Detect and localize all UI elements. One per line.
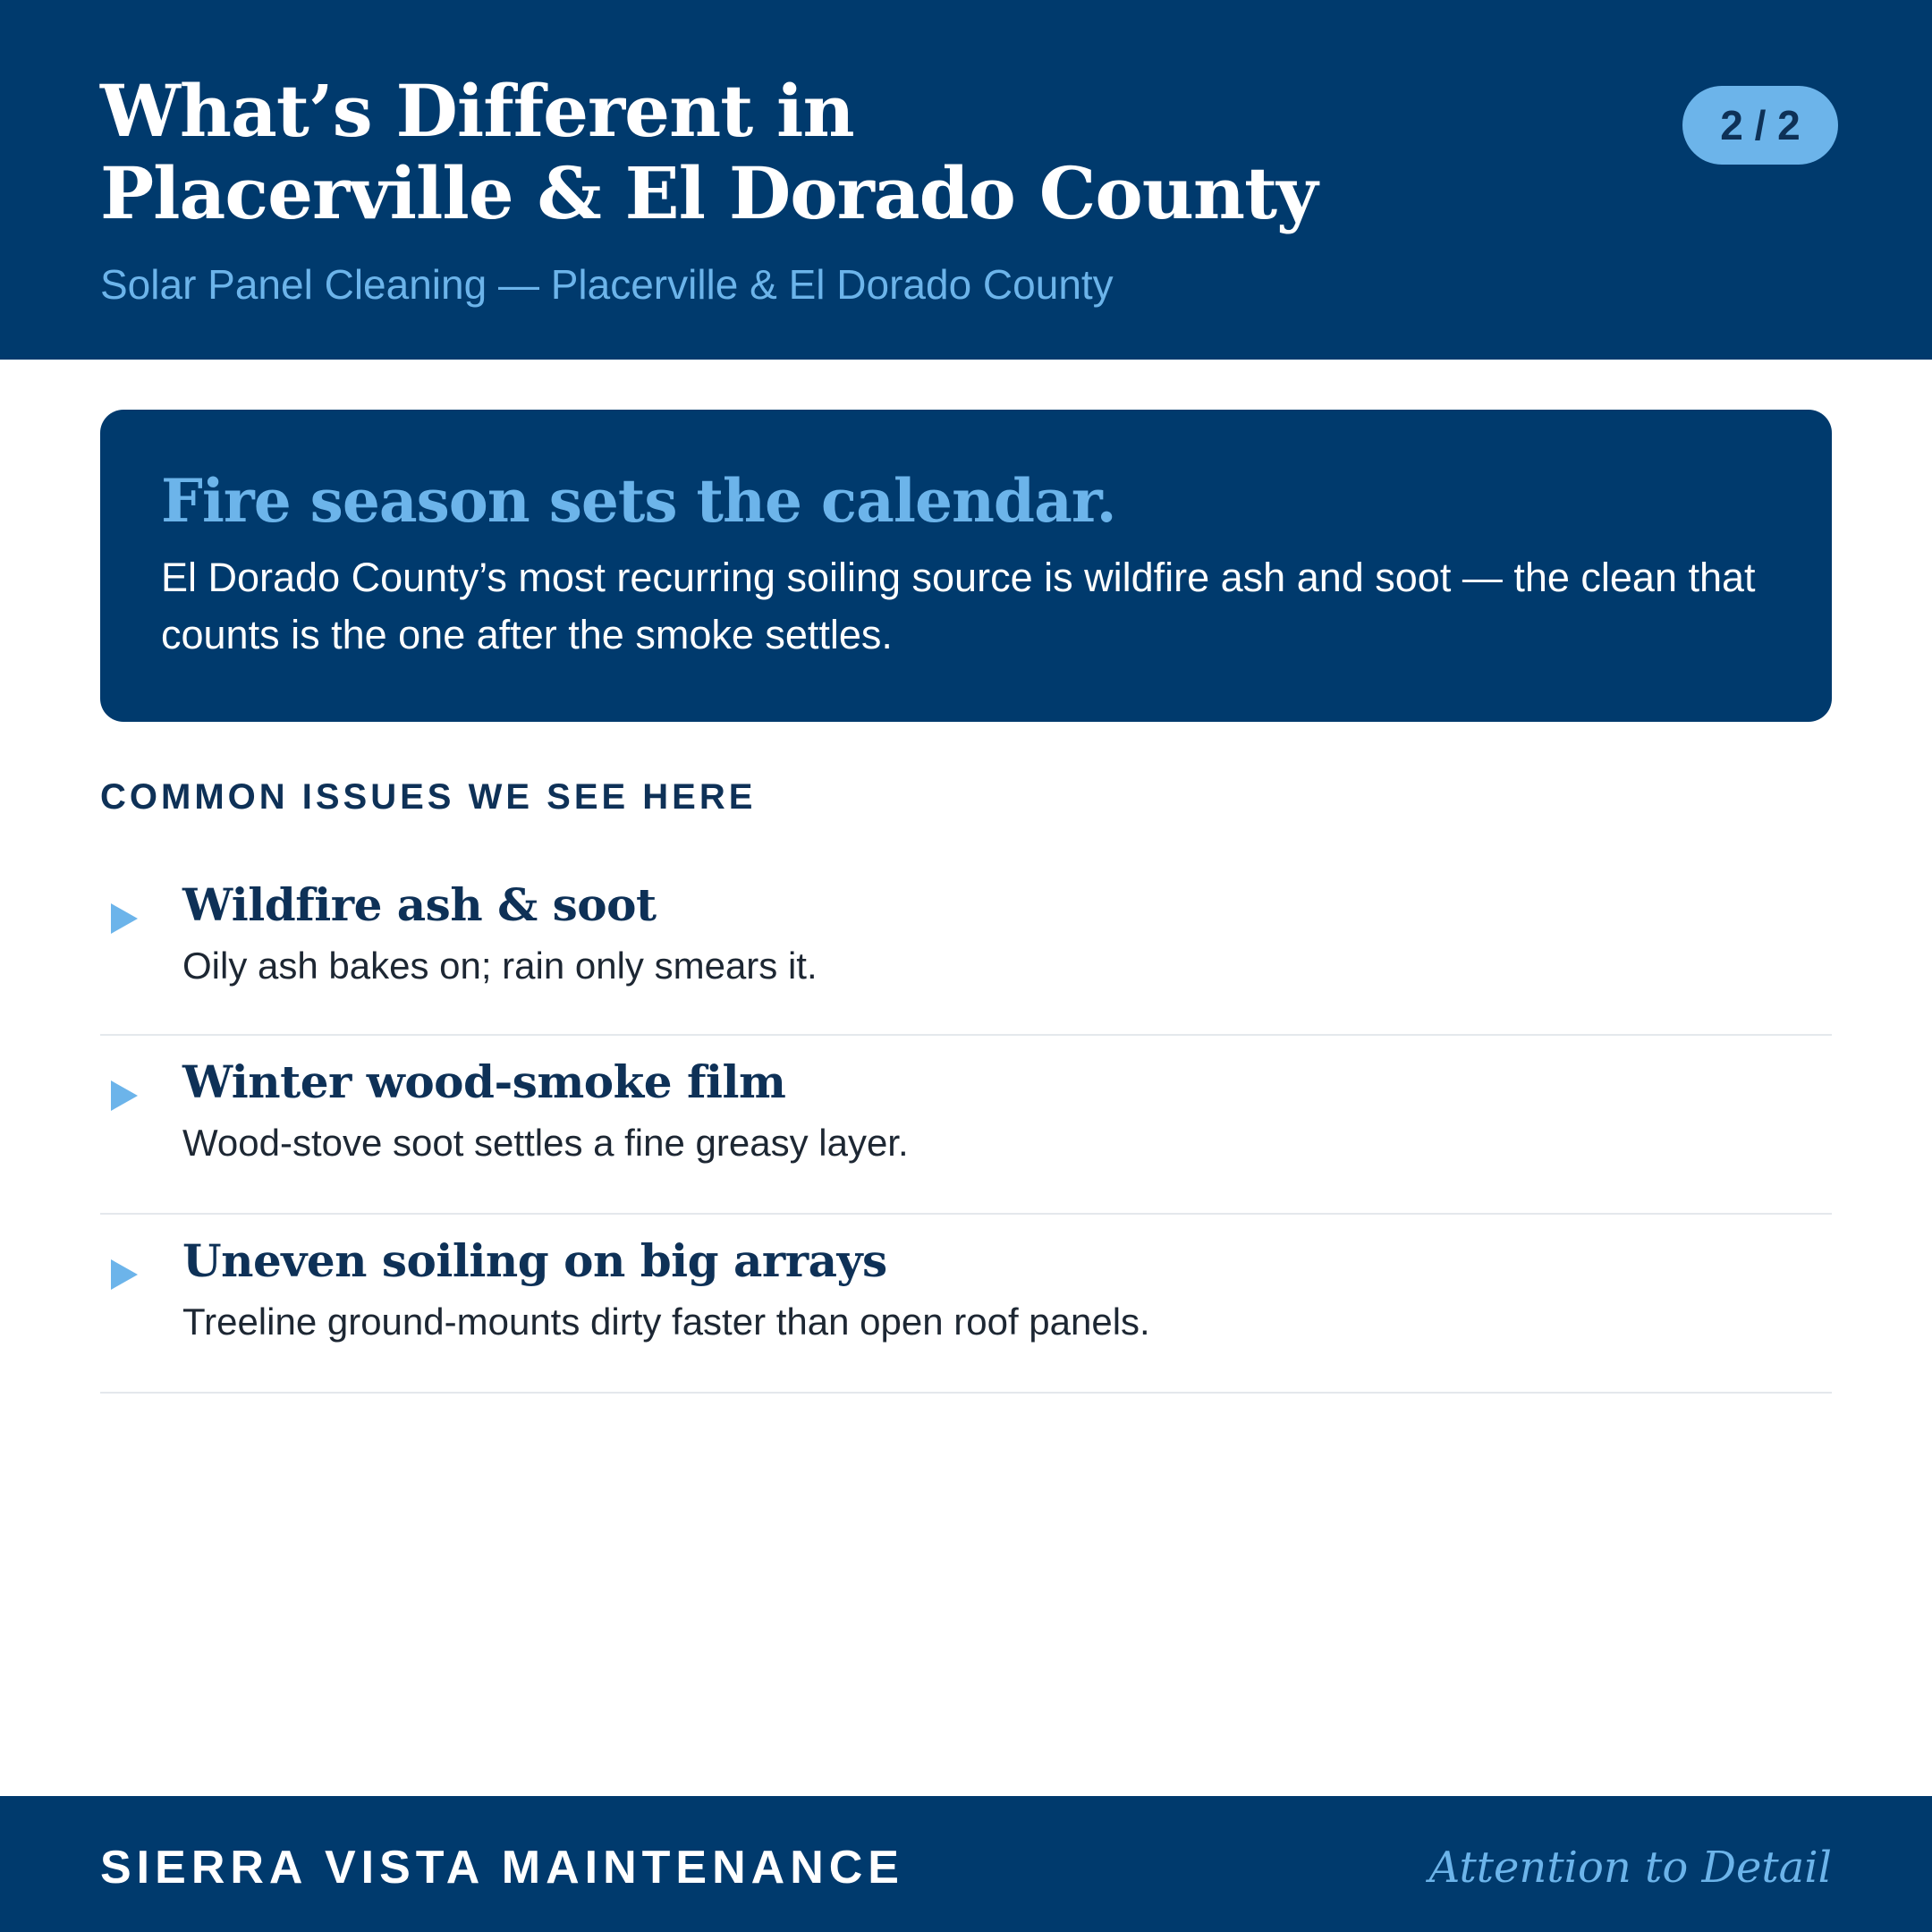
page-title-line-1: What’s Different in — [100, 69, 854, 153]
triangle-bullet-icon — [111, 1259, 138, 1290]
page-footer — [0, 1796, 1932, 1932]
triangle-bullet-icon — [111, 903, 138, 934]
callout-body: El Dorado County’s most recurring soiling source is wildfire ash and soot — the clean that counts is the one after the smoke settles. — [161, 555, 1756, 657]
issues-section-heading: COMMON ISSUES WE SEE HERE — [100, 777, 757, 817]
issue-description: Oily ash bakes on; rain only smears it. — [182, 945, 818, 987]
triangle-bullet-icon — [111, 1080, 138, 1111]
page-indicator-badge: 2 / 2 — [1682, 86, 1838, 165]
page-title-line-2: Placerville & El Dorado County — [100, 151, 1318, 235]
issue-description: Treeline ground-mounts dirty faster than open roof panels. — [182, 1301, 1150, 1343]
page-subtitle: Solar Panel Cleaning — Placerville & El Dorado County — [100, 261, 1114, 308]
issue-title: Winter wood-smoke film — [182, 1055, 786, 1108]
brand-tagline: Attention to Detail — [1428, 1843, 1832, 1893]
callout-title: Fire season sets the calendar. — [161, 466, 1116, 536]
issue-description: Wood-stove soot settles a fine greasy layer. — [182, 1122, 909, 1164]
brand-name: SIERRA VISTA MAINTENANCE — [100, 1842, 904, 1894]
page-header — [0, 0, 1932, 360]
callout-box — [100, 410, 1832, 722]
page-title — [100, 70, 1531, 234]
list-item — [100, 1036, 1832, 1215]
list-item — [100, 1215, 1832, 1394]
issue-title: Uneven soiling on big arrays — [182, 1234, 887, 1287]
issues-list — [100, 859, 1832, 1394]
issue-title: Wildfire ash & soot — [182, 878, 657, 931]
list-item — [100, 859, 1832, 1036]
